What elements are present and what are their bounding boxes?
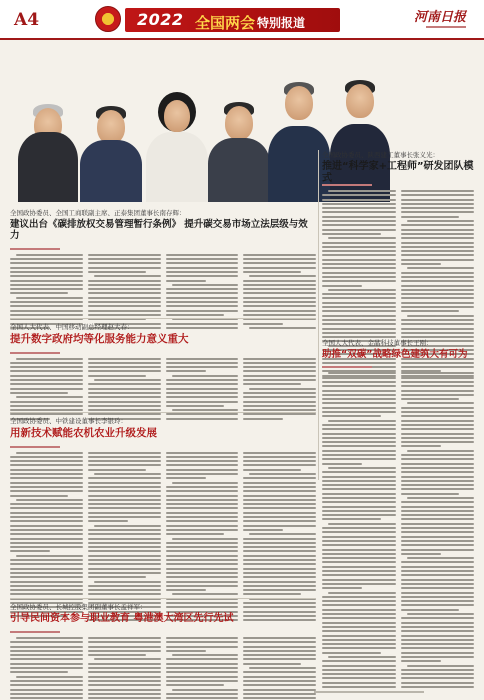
article-body xyxy=(322,372,474,690)
article-kicker: 全国政协委员、长城控股集团副董事长孟祥军： xyxy=(10,603,147,611)
article-headline: 用新技术赋能农机农业升级发展 xyxy=(10,427,157,439)
section-divider xyxy=(10,412,316,413)
special-report-banner xyxy=(125,8,340,32)
article-byline xyxy=(10,629,316,635)
banner-title: 全国两会 xyxy=(195,14,256,32)
newspaper-logo: 河南日报 xyxy=(413,10,466,25)
article-headline: 引导民间资本参与职业教育 粤港澳大湾区先行先试 xyxy=(10,613,234,624)
delegate-photo-3 xyxy=(146,84,208,202)
article-byline xyxy=(10,246,316,252)
article-kicker: 全国政协委员、陕西建工董事长张义光： xyxy=(322,151,439,159)
masthead-rule xyxy=(0,38,484,40)
article-li-yinling xyxy=(10,416,316,623)
delegate-photo-1 xyxy=(18,82,78,202)
delegate-photo-4 xyxy=(208,92,270,202)
delegate-photo-5 xyxy=(268,76,330,202)
article-headline: 助推“双碳”战略绿色建筑大有可为 xyxy=(322,349,468,360)
banner-year: 2022 xyxy=(137,10,184,29)
article-headline: 推进“科学家+工程师”研发团队模式 xyxy=(322,161,474,184)
delegate-photo-2 xyxy=(80,92,142,202)
article-zhao-dachun xyxy=(10,322,316,422)
article-kicker: 全国人大代表、金晶科技董事长王刚： xyxy=(322,339,433,347)
article-byline xyxy=(10,444,316,450)
footer-line xyxy=(314,690,424,695)
article-headline: 建议出台《碳排放权交易管理暂行条例》 提升碳交易市场立法层级与效力 xyxy=(10,219,308,242)
article-body xyxy=(10,254,316,331)
page-footer xyxy=(0,686,484,700)
article-wang-gang xyxy=(322,338,474,690)
article-nan-cunhui xyxy=(10,208,316,331)
masthead xyxy=(0,0,484,40)
section-divider xyxy=(10,318,316,319)
article-kicker: 全国人大代表、中国移动副总经理赵大春： xyxy=(10,323,134,331)
section-divider xyxy=(10,598,316,599)
article-kicker: 全国政协委员、全国工商联副主席、正泰集团董事长南存辉： xyxy=(10,209,186,217)
article-byline xyxy=(10,350,316,356)
column-divider xyxy=(318,150,319,480)
banner-subtitle: 特别报道 xyxy=(257,16,306,30)
article-byline xyxy=(322,182,474,188)
article-byline xyxy=(322,364,474,370)
newspaper-date-line xyxy=(426,24,466,30)
page-number: A4 xyxy=(14,10,40,30)
cppcc-emblem-icon xyxy=(95,6,121,32)
article-headline: 提升数字政府均等化服务能力意义重大 xyxy=(10,333,189,345)
article-kicker: 全国政协委员、中铁建设董事长李银玲： xyxy=(10,417,127,425)
